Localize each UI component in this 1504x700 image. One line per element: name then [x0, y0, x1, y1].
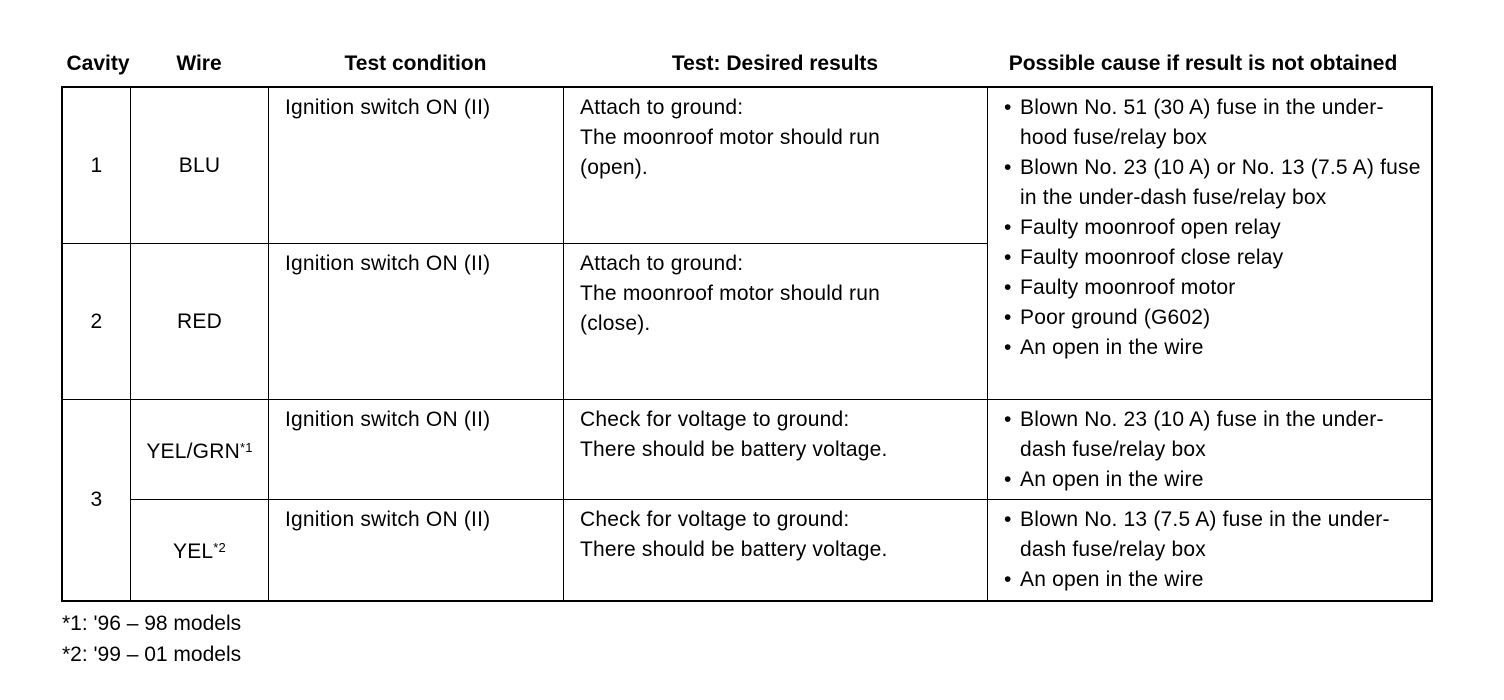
condition-cell: Ignition switch ON (II) — [269, 400, 564, 500]
table-row — [63, 500, 1432, 601]
desired-line: Check for voltage to ground: — [580, 408, 850, 431]
desired-line: The moonroof motor should run — [580, 126, 880, 149]
cause-item: • An open in the wire — [1004, 465, 1421, 495]
footnotes — [62, 608, 241, 670]
header-cavity: Cavity — [66, 52, 130, 75]
desired-cell — [564, 244, 988, 400]
table-row — [63, 88, 1432, 244]
cause-item: • An open in the wire — [1004, 565, 1421, 595]
desired-line: (open). — [580, 156, 648, 179]
diagnosis-table — [62, 87, 1432, 601]
cause-item: • An open in the wire — [1004, 333, 1421, 363]
table-row — [63, 400, 1432, 500]
cause-list — [1004, 93, 1421, 363]
cause-item: • Faulty moonroof motor — [1004, 273, 1421, 303]
header-wire: Wire — [176, 52, 222, 75]
desired-cell — [564, 500, 988, 601]
desired-line: There should be battery voltage. — [580, 438, 888, 461]
desired-cell — [564, 88, 988, 244]
cause-cell — [988, 500, 1432, 601]
cavity-cell: 2 — [63, 244, 131, 400]
condition-cell: Ignition switch ON (II) — [269, 88, 564, 244]
wire-cell: BLU — [131, 88, 269, 244]
cause-cell — [988, 88, 1432, 400]
cause-cell — [988, 400, 1432, 500]
condition-cell: Ignition switch ON (II) — [269, 244, 564, 400]
desired-line: (close). — [580, 312, 651, 335]
header-possible-cause: Possible cause if result is not obtained — [1008, 52, 1398, 75]
cause-item: • Blown No. 51 (30 A) fuse in the under-hood fuse/relay box — [1004, 93, 1421, 153]
desired-line: The moonroof motor should run — [580, 282, 880, 305]
cavity-cell: 1 — [63, 88, 131, 244]
cause-item: • Blown No. 23 (10 A) fuse in the under-dash fuse/relay box — [1004, 405, 1421, 465]
footnote-marker: *1 — [239, 439, 253, 455]
header-test-condition: Test condition — [344, 52, 487, 75]
header-desired-results: Test: Desired results — [671, 52, 879, 75]
footnote: *1: '96 – 98 models — [62, 612, 242, 635]
cause-item: • Faulty moonroof close relay — [1004, 243, 1421, 273]
desired-line: Attach to ground: — [580, 96, 744, 119]
wire-label: YEL — [173, 540, 214, 563]
cause-item: • Blown No. 23 (10 A) or No. 13 (7.5 A) fuse in the under-dash fuse/relay box — [1004, 153, 1421, 213]
wire-cell — [131, 500, 269, 601]
cause-list — [1004, 405, 1421, 495]
wire-label: YEL/GRN — [146, 439, 240, 463]
condition-cell: Ignition switch ON (II) — [269, 500, 564, 601]
desired-cell — [564, 400, 988, 500]
wire-cell — [131, 400, 269, 500]
cause-list — [1004, 505, 1421, 595]
desired-line: There should be battery voltage. — [580, 538, 888, 561]
footnote: *2: '99 – 01 models — [62, 643, 242, 666]
wire-cell: RED — [131, 244, 269, 400]
cause-item: • Poor ground (G602) — [1004, 303, 1421, 333]
desired-line: Check for voltage to ground: — [580, 508, 850, 531]
cavity-cell: 3 — [63, 400, 131, 601]
cause-item: • Faulty moonroof open relay — [1004, 213, 1421, 243]
desired-line: Attach to ground: — [580, 252, 744, 275]
cause-item: • Blown No. 13 (7.5 A) fuse in the under-dash fuse/relay box — [1004, 505, 1421, 565]
footnote-marker: *2 — [213, 540, 226, 555]
